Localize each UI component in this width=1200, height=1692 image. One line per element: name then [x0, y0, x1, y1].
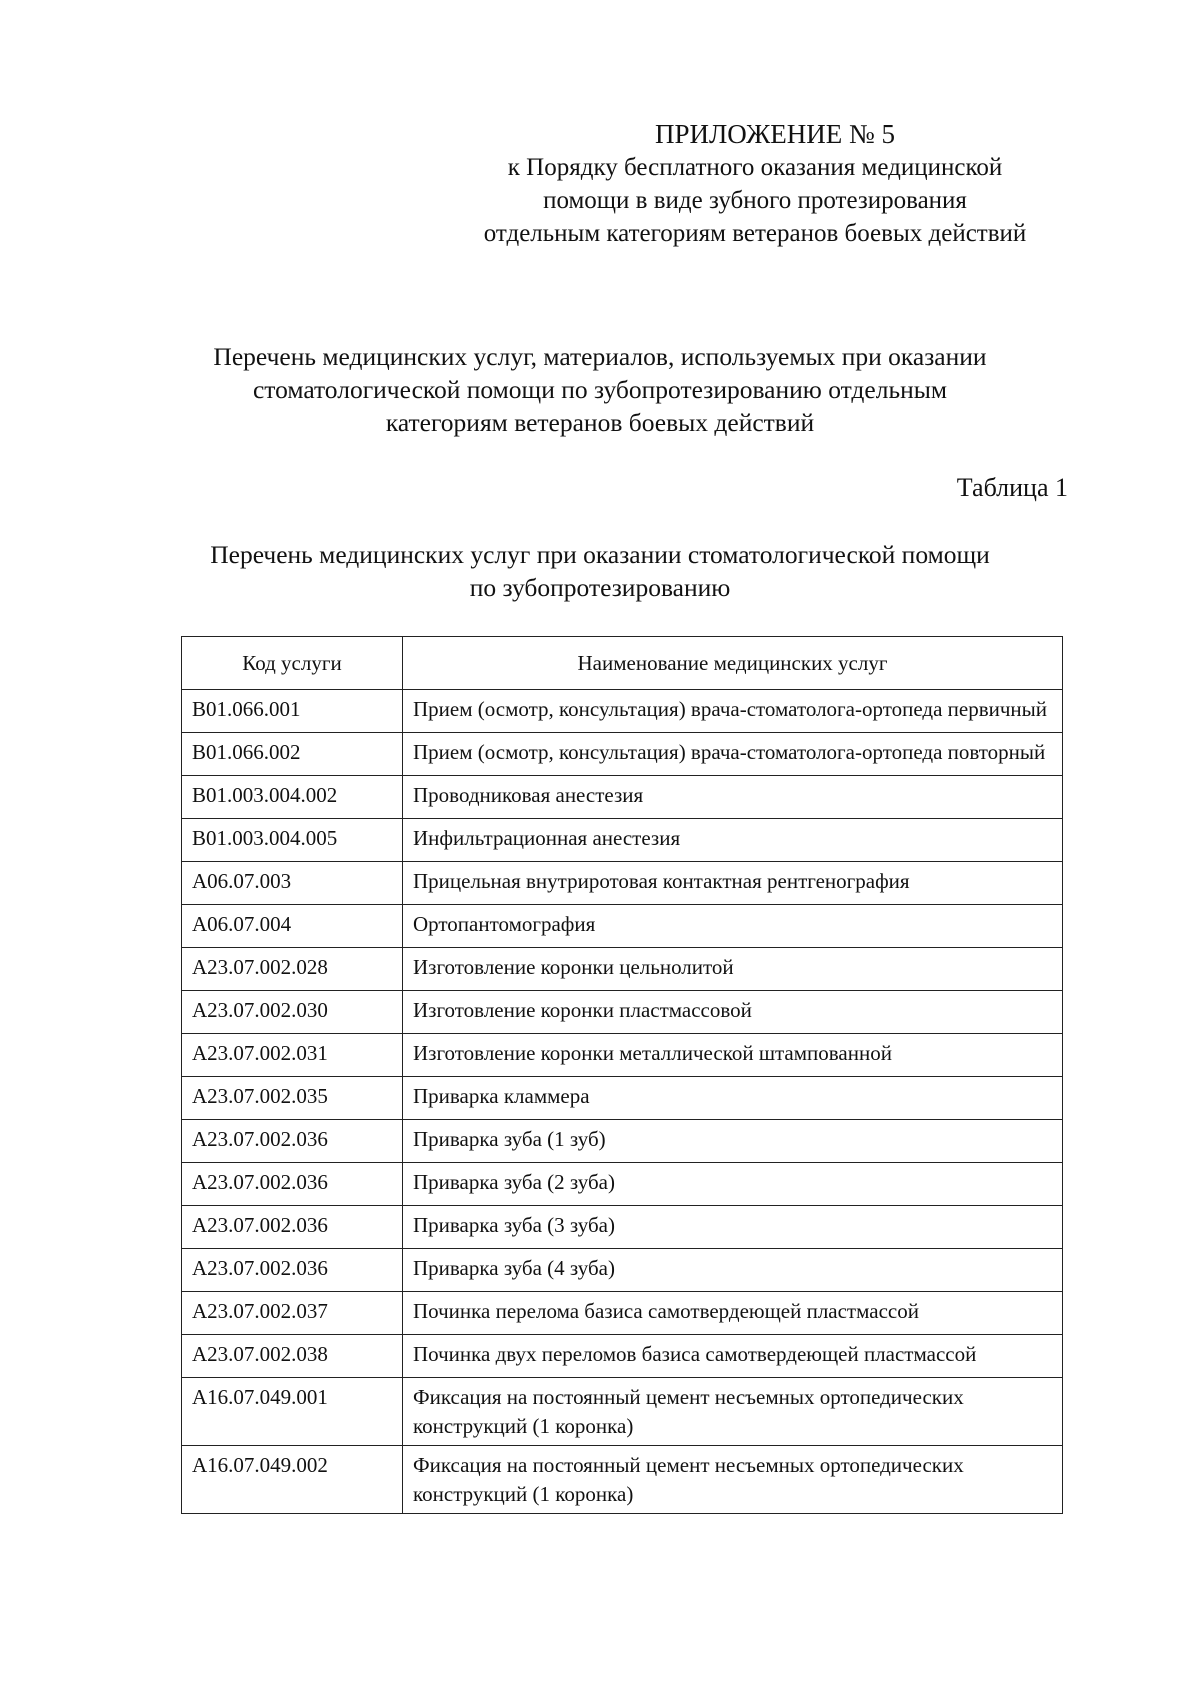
appendix-header: [440, 118, 1070, 250]
service-name: Фиксация на постоянный цемент несъемных ортопедических конструкций (1 коронка): [403, 1446, 1063, 1514]
service-name: Починка перелома базиса самотвердеющей пластмассой: [403, 1292, 1063, 1335]
service-name: Прием (осмотр, консультация) врача-стоматолога-ортопеда повторный: [403, 733, 1063, 776]
service-code: A06.07.004: [182, 905, 403, 948]
table-row: [182, 1120, 1063, 1163]
service-name: Прицельная внутриротовая контактная рентгенография: [403, 862, 1063, 905]
service-code: B01.003.004.002: [182, 776, 403, 819]
service-code: A23.07.002.028: [182, 948, 403, 991]
service-name: Изготовление коронки пластмассовой: [403, 991, 1063, 1034]
table-row: [182, 1249, 1063, 1292]
service-code: A23.07.002.038: [182, 1335, 403, 1378]
table-title: [150, 538, 1050, 604]
service-code: B01.066.002: [182, 733, 403, 776]
service-code: A16.07.049.001: [182, 1378, 403, 1446]
table-title-line-2: по зубопротезированию: [469, 573, 731, 602]
service-code: A23.07.002.036: [182, 1163, 403, 1206]
appendix-line-2: помощи в виде зубного протезирования: [543, 187, 967, 214]
service-name: Починка двух переломов базиса самотвердеющей пластмассой: [403, 1335, 1063, 1378]
table-row: [182, 1163, 1063, 1206]
service-name: Приварка зуба (4 зуба): [403, 1249, 1063, 1292]
service-name: Приварка зуба (2 зуба): [403, 1163, 1063, 1206]
service-code: A23.07.002.035: [182, 1077, 403, 1120]
service-code: A23.07.002.036: [182, 1120, 403, 1163]
services-table: [181, 636, 1063, 1514]
service-code: B01.066.001: [182, 690, 403, 733]
table-row: [182, 1077, 1063, 1120]
table-row: [182, 1446, 1063, 1514]
table-row: [182, 776, 1063, 819]
service-name: Прием (осмотр, консультация) врача-стоматолога-ортопеда первичный: [403, 690, 1063, 733]
service-code: A23.07.002.031: [182, 1034, 403, 1077]
table-row: [182, 1292, 1063, 1335]
service-name: Изготовление коронки металлической штампованной: [403, 1034, 1063, 1077]
service-name: Приварка кламмера: [403, 1077, 1063, 1120]
service-code: A16.07.049.002: [182, 1446, 403, 1514]
table-row: [182, 819, 1063, 862]
service-name: Фиксация на постоянный цемент несъемных ортопедических конструкций (1 коронка): [403, 1378, 1063, 1446]
table-header-row: [182, 637, 1063, 690]
table-row: [182, 905, 1063, 948]
appendix-line-1: к Порядку бесплатного оказания медицинской: [507, 154, 1003, 181]
appendix-line-3: отдельным категориям ветеранов боевых действий: [483, 220, 1027, 247]
table-row: [182, 862, 1063, 905]
service-name: Приварка зуба (3 зуба): [403, 1206, 1063, 1249]
service-name: Приварка зуба (1 зуб): [403, 1120, 1063, 1163]
header-service-name: Наименование медицинских услуг: [403, 637, 1063, 690]
service-code: A06.07.003: [182, 862, 403, 905]
table-row: [182, 1206, 1063, 1249]
document-title-line-2: стоматологической помощи по зубопротезированию отдельным: [252, 375, 947, 404]
table-row: [182, 1378, 1063, 1446]
table-row: [182, 690, 1063, 733]
service-code: A23.07.002.037: [182, 1292, 403, 1335]
table-label: Таблица 1: [956, 473, 1068, 502]
table-row: [182, 1335, 1063, 1378]
service-name: Изготовление коронки цельнолитой: [403, 948, 1063, 991]
service-code: B01.003.004.005: [182, 819, 403, 862]
table-title-line-1: Перечень медицинских услуг при оказании стоматологической помощи: [210, 540, 990, 569]
table-row: [182, 948, 1063, 991]
document-title-line-3: категориям ветеранов боевых действий: [385, 408, 815, 437]
service-name: Инфильтрационная анестезия: [403, 819, 1063, 862]
service-code: A23.07.002.036: [182, 1249, 403, 1292]
table-row: [182, 991, 1063, 1034]
service-code: A23.07.002.036: [182, 1206, 403, 1249]
header-code: Код услуги: [182, 637, 403, 690]
document-title: [150, 340, 1050, 439]
table-row: [182, 733, 1063, 776]
document-title-line-1: Перечень медицинских услуг, материалов, используемых при оказании: [213, 342, 987, 371]
appendix-title: ПРИЛОЖЕНИЕ № 5: [654, 119, 896, 149]
table-row: [182, 1034, 1063, 1077]
service-name: Проводниковая анестезия: [403, 776, 1063, 819]
service-code: A23.07.002.030: [182, 991, 403, 1034]
service-name: Ортопантомография: [403, 905, 1063, 948]
